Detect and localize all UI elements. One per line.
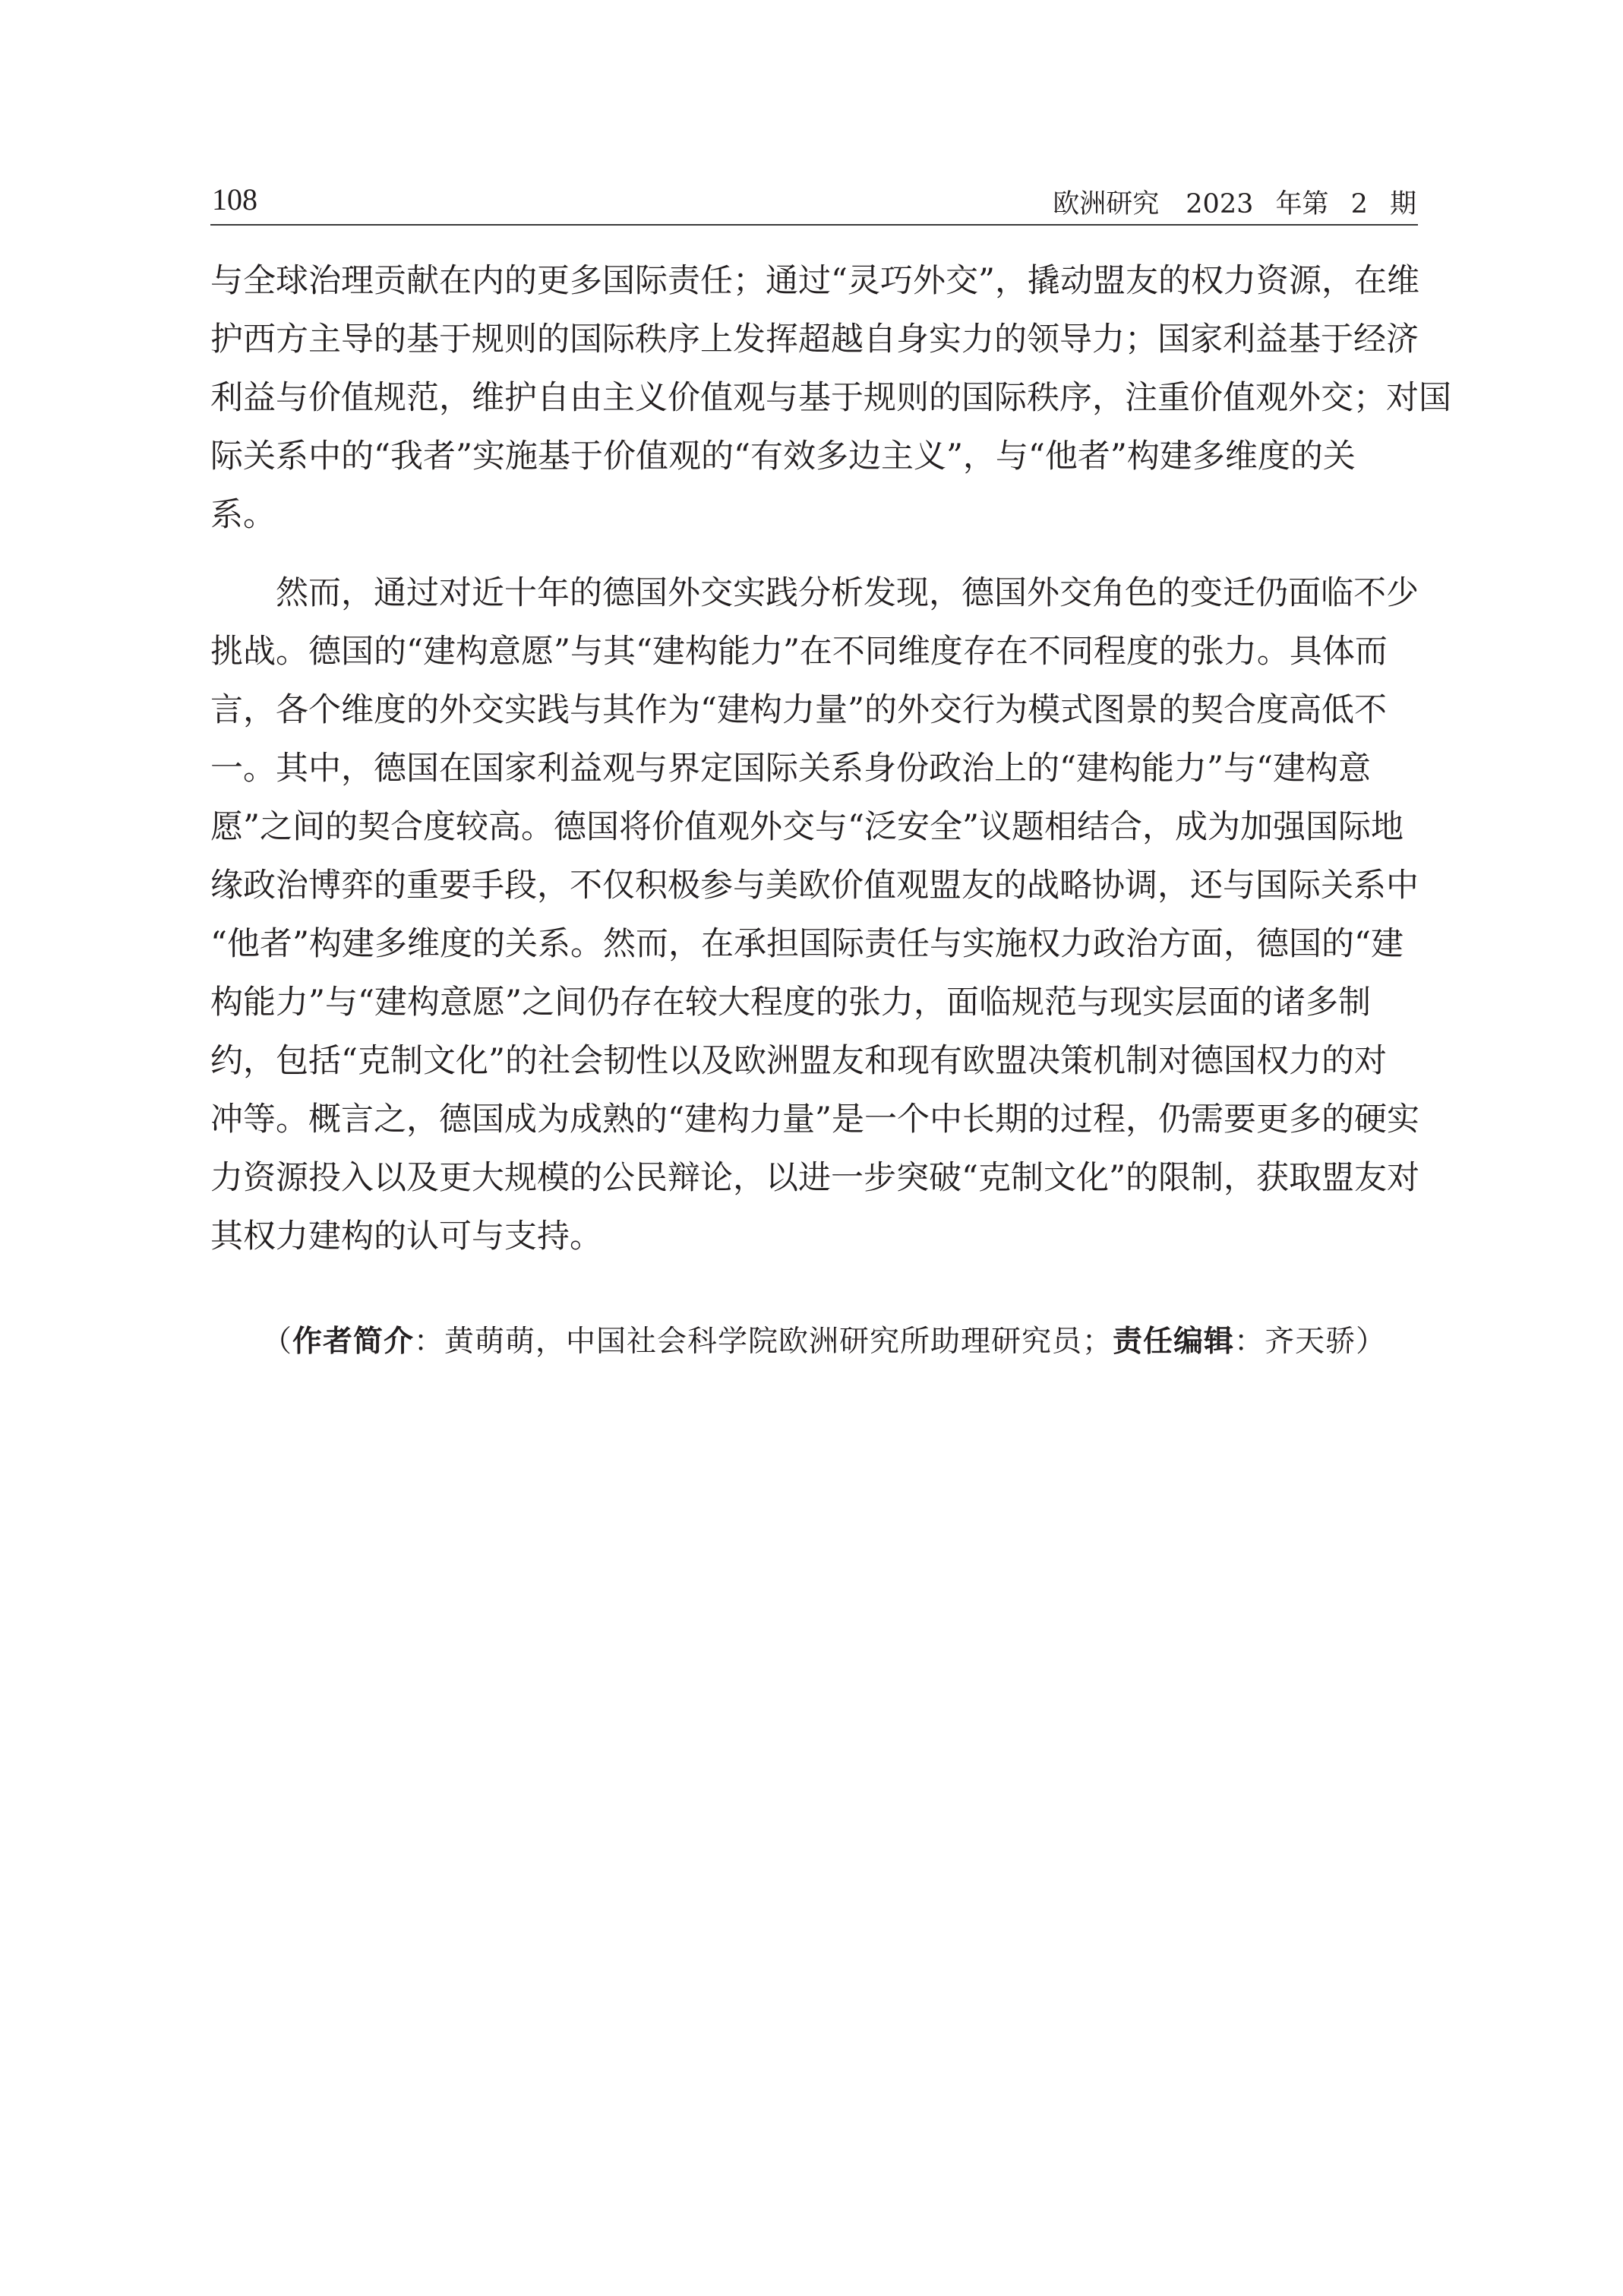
author-note [262,1318,1386,1360]
text-line: 言，各个维度的外交实践与其作为“建构力量”的外交行为模式图景的契合度高低不 [210,691,1387,729]
text-line: “他者”构建多维度的关系。然而，在承担国际责任与实施权力政治方面，德国的“建 [210,925,1404,963]
text-line: 构能力”与“建构意愿”之间仍存在较大程度的张力，面临规范与现实层面的诸多制 [210,984,1371,1022]
text-line: 冲等。概言之，德国成为成熟的“建构力量”是一个中长期的过程，仍需要更多的硬实 [210,1101,1419,1139]
text-line: 利益与价值规范，维护自由主义价值观与基于规则的国际秩序，注重价值观外交；对国 [210,379,1451,417]
text-line: 力资源投入以及更大规模的公民辩论，以进一步突破“克制文化”的限制，获取盟友对 [210,1159,1419,1197]
text-line: 约，包括“克制文化”的社会韧性以及欧洲盟友和现有欧盟决策机制对德国权力的对 [210,1042,1387,1080]
paragraph-conclusion [210,564,1418,1266]
text-line: 际关系中的“我者”实施基于价值观的“有效多边主义”，与“他者”构建多维度的关 [210,437,1356,475]
author-info: ：黄萌萌，中国社会科学院欧洲研究所助理研究员； [414,1325,1113,1359]
paragraph-continuation [210,252,1451,545]
running-header [210,178,1418,226]
editor-label: 责任编辑 [1113,1325,1235,1359]
text-line: 一。其中，德国在国家利益观与界定国际关系身份政治上的“建构能力”与“建构意 [210,750,1371,788]
text-line: 挑战。德国的“建构意愿”与其“建构能力”在不同维度存在不同程度的张力。具体而 [210,633,1388,671]
text-line: 然而，通过对近十年的德国外交实践分析发现，德国外交角色的变迁仍面临不少 [276,574,1419,612]
text-line: 缘政治博弈的重要手段，不仅积极参与美欧价值观盟友的战略协调，还与国际关系中 [210,867,1419,905]
text-line: 愿”之间的契合度较高。德国将价值观外交与“泛安全”议题相结合，成为加强国际地 [210,808,1404,846]
text-line: 其权力建构的认可与支持。 [210,1217,602,1255]
author-note-close-paren: ） [1356,1325,1387,1359]
journal-issue-label: 欧洲研究 2023 年第 2 期 [1053,189,1416,219]
article-body [210,252,1451,1266]
author-note-open-paren: （ [262,1325,293,1359]
paragraph-spacer [210,545,1418,564]
text-line: 系。 [210,496,276,534]
editor-info: ：齐天骄 [1234,1325,1356,1359]
text-line: 护西方主导的基于规则的国际秩序上发挥超越自身实力的领导力；国家利益基于经济 [210,321,1419,358]
text-line: 与全球治理贡献在内的更多国际责任；通过“灵巧外交”，撬动盟友的权力资源，在维 [210,262,1419,300]
page-number: 108 [212,182,257,216]
author-label: 作者简介 [292,1325,415,1359]
